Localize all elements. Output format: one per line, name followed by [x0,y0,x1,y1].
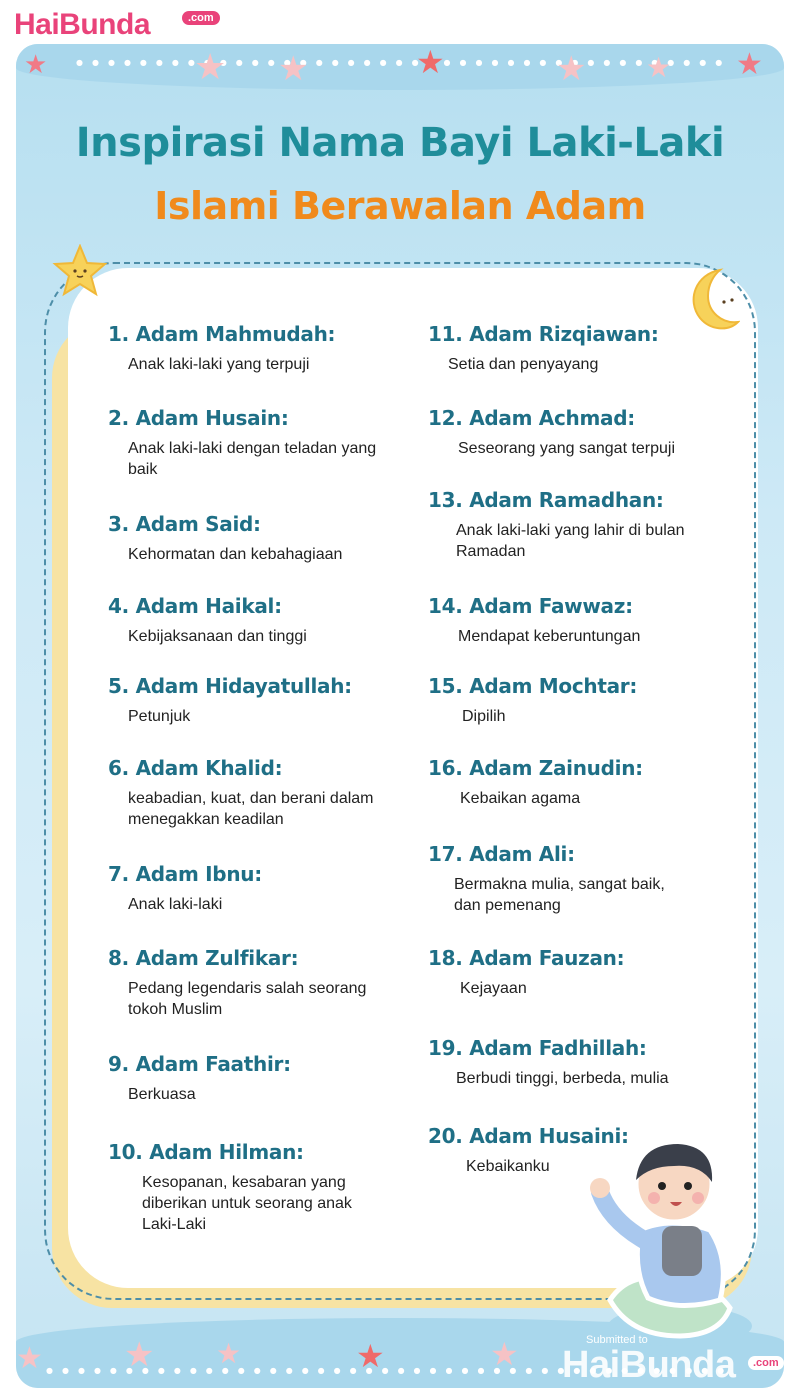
name-title: 1. Adam Mahmudah: [108,322,336,346]
name-meaning: Kebaikan agama [460,790,581,807]
list-item [108,406,378,480]
name-title: 18. Adam Fauzan: [428,946,625,970]
list-item [108,594,378,647]
star-icon: ★ [24,50,48,80]
list-item [428,406,718,459]
brand-watermark [562,1334,779,1386]
name-title: 15. Adam Mochtar: [428,674,638,698]
name-meaning: Berbudi tinggi, berbeda, mulia [456,1070,669,1087]
star-icon: ★ [356,1337,385,1375]
name-title: 16. Adam Zainudin: [428,756,643,780]
star-icon: ★ [490,1335,519,1373]
name-meaning: Pedang legendaris salah seorang tokoh Muslim [128,980,367,1018]
name-meaning: Mendapat keberuntungan [458,628,641,645]
star-icon [52,244,108,298]
brand-name: HaiBunda [562,1344,736,1386]
name-meaning: Anak laki-laki yang terpuji [128,356,310,373]
list-item [428,1036,718,1089]
dots-decoration: ●●●●●●●●●●●●●●●●●●●●●●●●●●●●●●●●●●●●●●●●● [76,58,732,67]
star-icon: ★ [278,49,309,89]
name-meaning: Kebaikanku [466,1158,550,1175]
list-item [108,946,398,1020]
dots-decoration: ●●●●●●●●●●●●●●●●●●●●●●●●●●●●●●●●●●●●●●●●●●● [46,1366,734,1375]
name-title: 10. Adam Hilman: [108,1140,304,1164]
list-item [108,1052,378,1105]
list-item [108,674,378,727]
list-item [428,488,688,562]
list-item [108,322,358,375]
name-title: 8. Adam Zulfikar: [108,946,299,970]
name-meaning: Bermakna mulia, sangat baik, dan pemenang [454,876,665,914]
name-title: 2. Adam Husain: [108,406,289,430]
brand-logo [14,8,214,42]
name-title: 3. Adam Said: [108,512,261,536]
star-icon: ★ [124,1335,155,1375]
name-title: 12. Adam Achmad: [428,406,635,430]
star-icon: ★ [646,51,672,84]
name-meaning: Berkuasa [128,1086,196,1103]
star-icon: ★ [556,49,587,89]
name-title: 14. Adam Fawwaz: [428,594,633,618]
name-meaning: Seseorang yang sangat terpuji [458,440,676,457]
name-meaning: Petunjuk [128,708,191,725]
submitted-label: Submitted to [586,1334,648,1346]
name-meaning: Kejayaan [460,980,527,997]
brand-suffix: .com [748,1356,784,1370]
name-title: 5. Adam Hidayatullah: [108,674,352,698]
list-item [108,756,378,830]
name-title: 13. Adam Ramadhan: [428,488,664,512]
list-item [108,1140,388,1235]
star-icon: ★ [736,47,763,82]
name-meaning: Kehormatan dan kebahagiaan [128,546,343,563]
name-meaning: Setia dan penyayang [448,356,599,373]
name-title: 17. Adam Ali: [428,842,575,866]
name-title: 6. Adam Khalid: [108,756,283,780]
name-meaning: Kesopanan, kesabaran yang diberikan untuk seorang anak Laki-Laki [142,1174,352,1233]
brand-name: HaiBunda [14,8,151,41]
brand-suffix: .com [182,11,220,25]
title-line-2: Islami Berawalan Adam [154,184,646,228]
star-icon: ★ [16,1341,43,1376]
list-item [428,946,688,999]
star-icon: ★ [416,44,445,81]
name-title: 19. Adam Fadhillah: [428,1036,647,1060]
baby-illustration [570,1130,770,1360]
name-meaning: Kebijaksanaan dan tinggi [128,628,307,645]
star-icon: ★ [216,1337,242,1370]
name-meaning: keabadian, kuat, dan berani dalam menegakkan keadilan [128,790,374,828]
name-title: 11. Adam Rizqiawan: [428,322,659,346]
list-item [108,512,378,565]
name-title: 7. Adam Ibnu: [108,862,262,886]
name-meaning: Dipilih [462,708,506,725]
list-item [428,322,708,375]
star-icon: ★ [194,47,227,88]
title-line-1: Inspirasi Nama Bayi Laki-Laki [75,120,725,166]
name-meaning: Anak laki-laki [128,896,223,913]
list-item [428,674,708,727]
name-title: 20. Adam Husaini: [428,1124,629,1148]
list-item [428,594,718,647]
name-meaning: Anak laki-laki dengan teladan yang baik [128,440,377,478]
name-meaning: Anak laki-laki yang lahir di bulan Ramadan [456,522,685,560]
list-item [108,862,378,915]
list-item [428,756,708,809]
name-title: 4. Adam Haikal: [108,594,282,618]
name-title: 9. Adam Faathir: [108,1052,291,1076]
list-item [428,842,688,916]
